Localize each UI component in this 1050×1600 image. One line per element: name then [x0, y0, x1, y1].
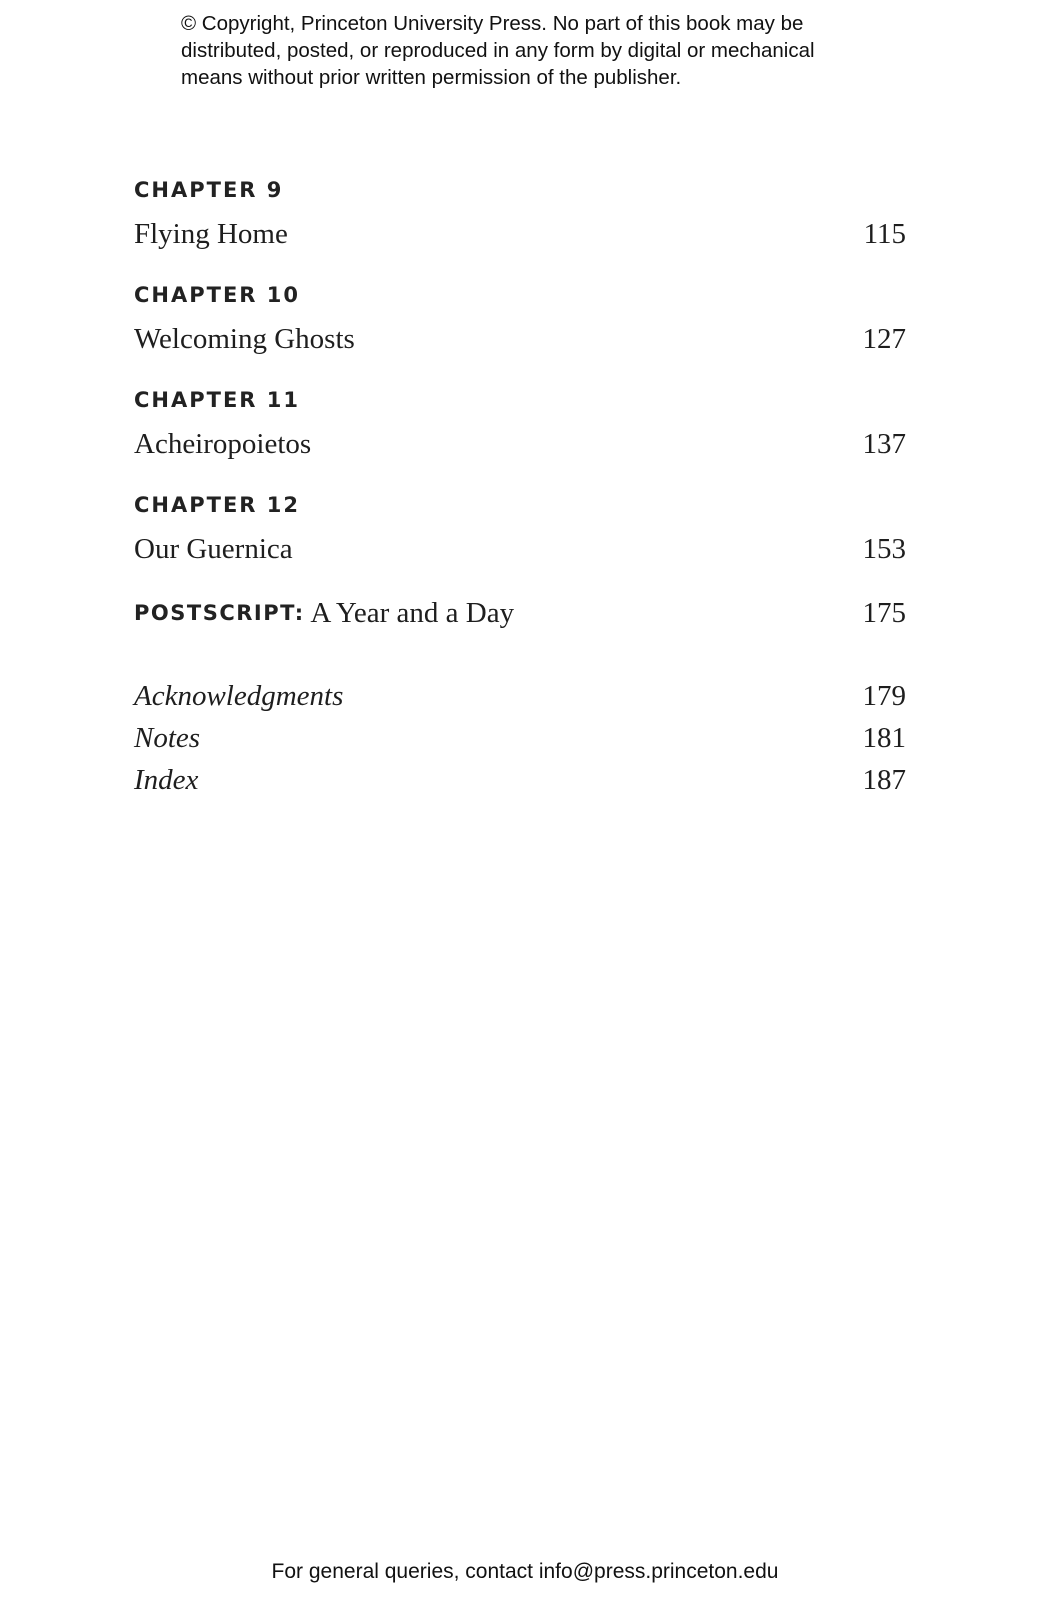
chapter-title: Our Guernica [134, 533, 293, 565]
page-number: 181 [862, 722, 906, 754]
page-number: 179 [862, 680, 906, 712]
copyright-line: distributed, posted, or reproduced in any form by digital or mechanical [181, 39, 815, 62]
chapter-label: CHAPTER 10 [134, 283, 301, 307]
postscript-label: POSTSCRIPT: [134, 601, 305, 625]
page-number: 175 [862, 597, 906, 629]
copyright-line: means without prior written permission of the publisher. [181, 66, 682, 89]
page-number: 127 [862, 323, 906, 355]
chapter-label: CHAPTER 11 [134, 388, 301, 412]
page-number: 153 [862, 533, 906, 565]
chapter-title: Welcoming Ghosts [134, 323, 355, 355]
copyright-line: © Copyright, Princeton University Press. No part of this book may be [181, 12, 804, 35]
chapter-title: Flying Home [134, 218, 288, 250]
copyright-notice [181, 10, 901, 91]
postscript-title: A Year and a Day [310, 597, 515, 629]
chapter-title: Acheiropoietos [134, 428, 312, 460]
back-matter-title: Acknowledgments [134, 680, 344, 712]
page-number: 115 [863, 218, 906, 250]
back-matter-title: Notes [134, 722, 201, 754]
footer-contact: For general queries, contact info@press.princeton.edu [271, 1560, 779, 1583]
postscript-title-group [134, 596, 514, 630]
chapter-label: CHAPTER 12 [134, 493, 301, 517]
chapter-label: CHAPTER 9 [134, 178, 284, 202]
page-number: 187 [862, 764, 906, 796]
back-matter-title: Index [134, 764, 199, 796]
page-number: 137 [862, 428, 906, 460]
